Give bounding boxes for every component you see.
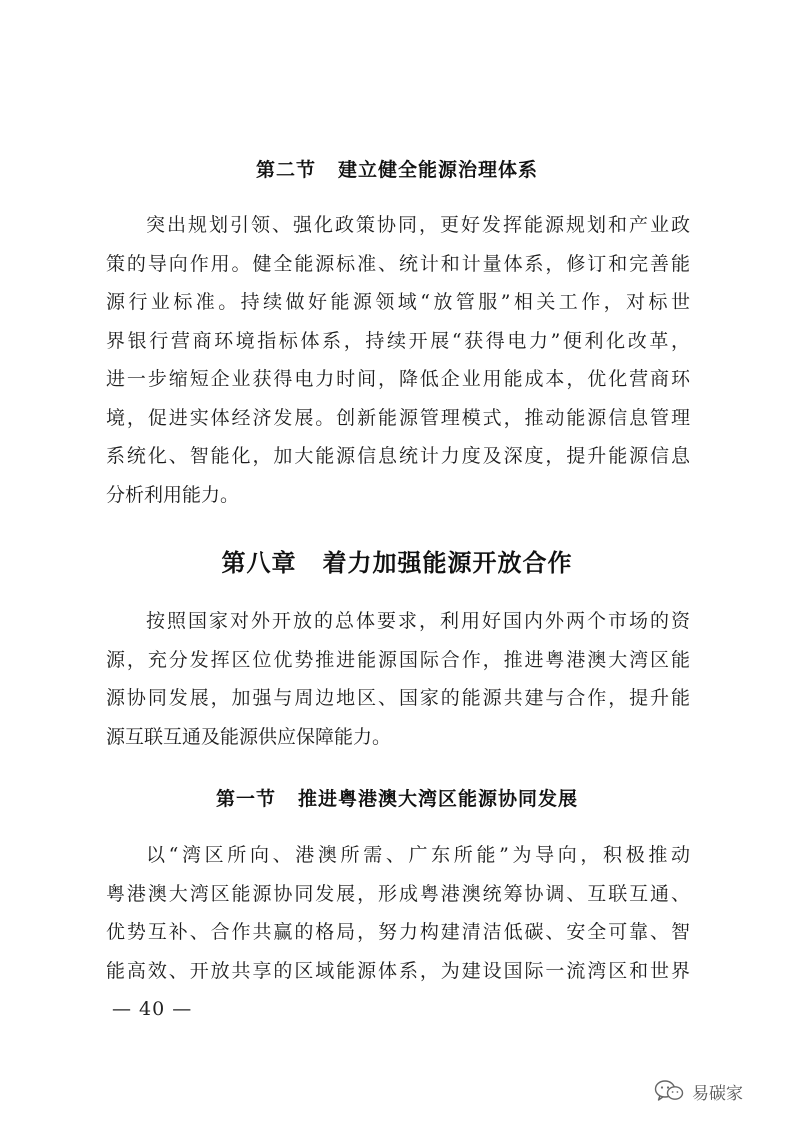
- paragraph-greater-bay-area: [106, 836, 690, 990]
- page-number: — 40 —: [112, 998, 193, 1020]
- section-title: 建立健全能源治理体系: [338, 159, 539, 181]
- section-title: 推进粤港澳大湾区能源协同发展: [298, 788, 579, 810]
- wechat-icon: [654, 1079, 684, 1103]
- watermark-text: 易碳家: [692, 1083, 743, 1104]
- paragraph-line: 粤港澳大湾区能源协同发展，形成粤港澳统筹协调、互联互通、: [106, 882, 690, 905]
- paragraph-line: 源协同发展，加强与周边地区、国家的能源共建与合作，提升能: [106, 687, 690, 709]
- paragraph-line: 按照国家对外开放的总体要求，利用好国内外两个市场的资: [146, 610, 690, 632]
- paragraph-governance: [106, 206, 690, 514]
- paragraph-line: 源行业标准。持续做好能源领域“放管服”相关工作，对标世: [106, 291, 690, 313]
- paragraph-line: 进一步缩短企业获得电力时间，降低企业用能成本，优化营商环: [106, 368, 690, 390]
- paragraph-line: 系统化、智能化，加大能源信息统计力度及深度，提升能源信息: [106, 445, 690, 467]
- paragraph-line: 能高效、开放共享的区域能源体系，为建设国际一流湾区和世界: [106, 959, 690, 982]
- paragraph-line: 界银行营商环境指标体系，持续开展“获得电力”便利化改革，: [106, 329, 690, 352]
- watermark: [654, 1078, 743, 1104]
- chapter-title: 着力加强能源开放合作: [322, 548, 573, 577]
- section-number: 第二节: [255, 159, 316, 181]
- paragraph-line: 源互联互通及能源供应保障能力。: [106, 725, 392, 748]
- paragraph-line: 优势互补、合作共赢的格局，努力构建清洁低碳、安全可靠、智: [106, 921, 690, 943]
- section-heading-2: [0, 155, 794, 182]
- section-heading-1: [0, 784, 794, 811]
- paragraph-line: 源，充分发挥区位优势推进能源国际合作，推进粤港澳大湾区能: [106, 648, 690, 671]
- paragraph-line: 分析利用能力。: [106, 483, 240, 506]
- section-number: 第一节: [215, 788, 276, 810]
- paragraph-line: 突出规划引领、强化政策协同，更好发挥能源规划和产业政: [146, 214, 690, 236]
- paragraph-line: 境，促进实体经济发展。创新能源管理模式，推动能源信息管理: [106, 406, 690, 429]
- paragraph-line: 策的导向作用。健全能源标准、统计和计量体系，修订和完善能: [106, 252, 690, 275]
- chapter-number: 第八章: [221, 548, 297, 577]
- paragraph-opening-up: [106, 602, 690, 756]
- paragraph-line: 以“湾区所向、港澳所需、广东所能”为导向，积极推动: [146, 844, 690, 866]
- chapter-heading-8: [0, 543, 794, 578]
